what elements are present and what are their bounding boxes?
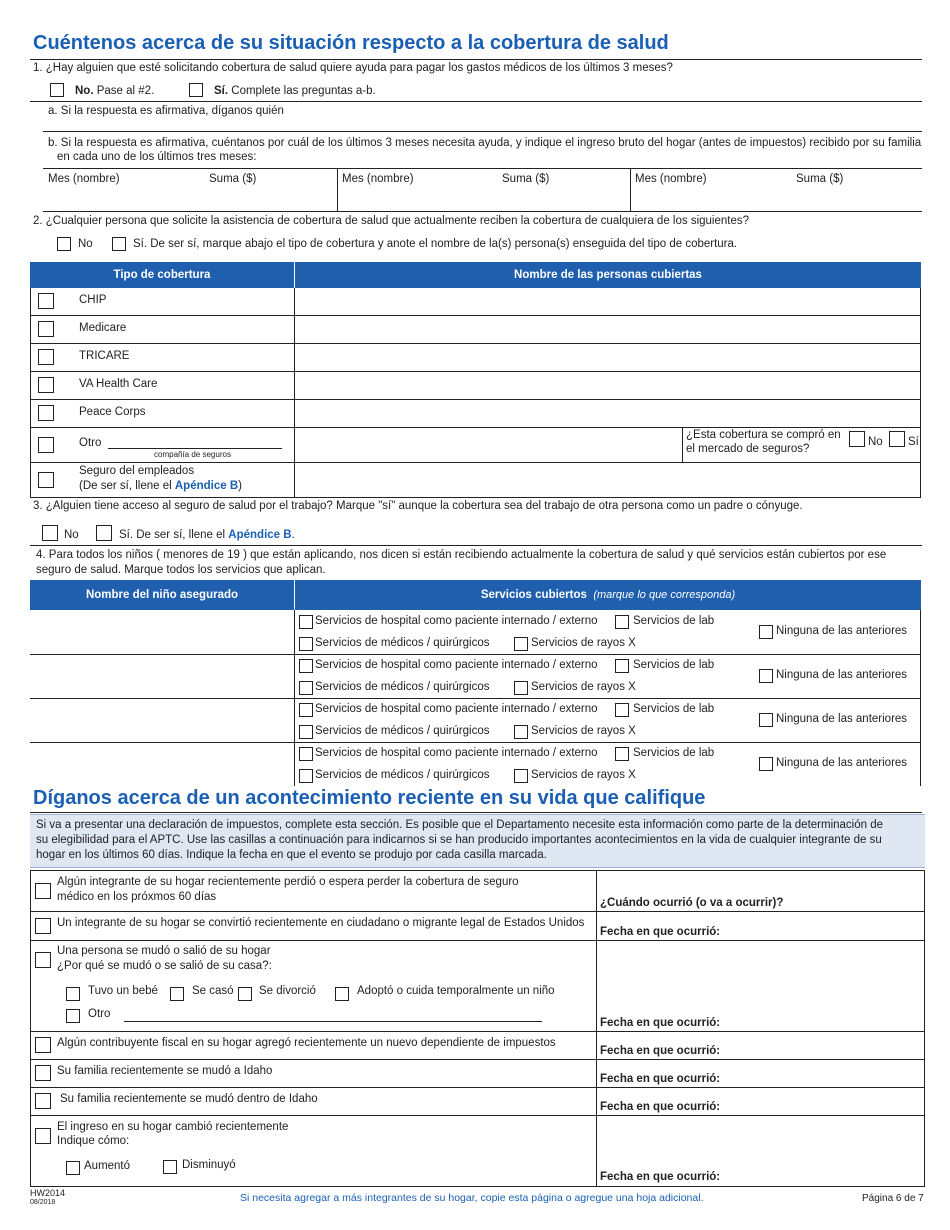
event-income-change-label-1: El ingreso en su hogar cambió recientemente [57, 1121, 289, 1133]
reason-married-checkbox[interactable] [170, 987, 184, 1001]
svc-xray-label: Servicios de rayos X [531, 769, 636, 781]
coverage-employer-label-2: (De ser sí, llene el Apéndice B) [79, 480, 242, 492]
reason-adopted-checkbox[interactable] [335, 987, 349, 1001]
q1-no-label: No. Pase al #2. [75, 85, 155, 97]
month-label-2[interactable]: Mes (nombre) [342, 173, 414, 185]
svc-lab-label: Servicios de lab [633, 703, 715, 715]
event-income-change-label-2: Indique cómo: [57, 1135, 130, 1147]
income-decreased-label: Disminuyó [182, 1159, 236, 1171]
event-moved-to-idaho-label: Su familia recientemente se mudó a Idaho [57, 1065, 273, 1077]
svc-lab-checkbox[interactable] [615, 659, 629, 673]
market-no-label: No [868, 436, 883, 448]
event-dependent-label: Algún contribuyente fiscal en su hogar agregó recientemente un nuevo dependiente de impuestos [57, 1037, 556, 1049]
income-increased-label: Aumentó [84, 1160, 131, 1172]
coverage-otro-checkbox[interactable] [38, 437, 54, 453]
svc-xray-label: Servicios de rayos X [531, 637, 636, 649]
covered-names-header: Nombre de las personas cubiertas [295, 262, 921, 288]
market-question-1: ¿Esta cobertura se compró en [686, 429, 841, 441]
svc-lab-label: Servicios de lab [633, 747, 715, 759]
coverage-medicare-checkbox[interactable] [38, 321, 54, 337]
reason-baby-checkbox[interactable] [66, 987, 80, 1001]
footer-note: Si necesita agregar a más integrantes de su hogar, copie esta página o agregue una hoja adicional. [240, 1192, 704, 1204]
svc-medical-label: Servicios de médicos / quirúrgicos [315, 637, 490, 649]
event-lost-coverage-label-1: Algún integrante de su hogar recientemente perdió o espera perder la cobertura de seguro [57, 876, 519, 888]
event-moved-out-label-1: Una persona se mudó o salió de su hogar [57, 945, 271, 957]
svc-lab-checkbox[interactable] [615, 703, 629, 717]
month-label-3[interactable]: Mes (nombre) [635, 173, 707, 185]
coverage-va-label: VA Health Care [79, 378, 158, 390]
svc-medical-label: Servicios de médicos / quirúrgicos [315, 681, 490, 693]
coverage-medicare-label: Medicare [79, 322, 127, 334]
event-dependent-date[interactable]: Fecha en que ocurrió: [600, 1045, 721, 1057]
svc-xray-label: Servicios de rayos X [531, 681, 636, 693]
reason-other-label: Otro [88, 1008, 111, 1020]
q2-yes-label: Sí. De ser sí, marque abajo el tipo de cobertura y anote el nombre de la(s) persona(s) enseguida del tipo de cobertura. [133, 238, 738, 250]
coverage-otro-label: Otro [79, 437, 102, 449]
market-yes-checkbox[interactable] [889, 431, 905, 447]
income-decreased-checkbox[interactable] [163, 1160, 177, 1174]
svc-lab-checkbox[interactable] [615, 615, 629, 629]
svc-hospital-checkbox[interactable] [299, 747, 313, 761]
section-title-life-event: Díganos acerca de un acontecimiento reciente en su vida que califique [33, 787, 706, 809]
event-dependent-checkbox[interactable] [35, 1037, 51, 1053]
coverage-tricare-checkbox[interactable] [38, 349, 54, 365]
form-id: HW2014 [30, 1188, 66, 1198]
form-date: 08/2018 [30, 1199, 56, 1206]
svc-none-label: Ninguna de las anteriores [776, 713, 908, 725]
event-moved-out-label-2: ¿Por qué se mudó o se salió de su casa?: [57, 960, 272, 972]
coverage-chip-checkbox[interactable] [38, 293, 54, 309]
svc-none-checkbox[interactable] [759, 757, 773, 771]
coverage-tricare-label: TRICARE [79, 350, 130, 362]
coverage-type-header: Tipo de cobertura [30, 262, 294, 288]
svc-none-label: Ninguna de las anteriores [776, 757, 908, 769]
svc-medical-label: Servicios de médicos / quirúrgicos [315, 769, 490, 781]
reason-married-label: Se casó [192, 985, 234, 997]
market-no-checkbox[interactable] [849, 431, 865, 447]
q1-no-checkbox[interactable] [50, 83, 64, 97]
svc-hospital-checkbox[interactable] [299, 703, 313, 717]
child-name-header: Nombre del niño asegurado [30, 580, 294, 610]
svc-hospital-label: Servicios de hospital como paciente internado / externo [315, 659, 598, 671]
svc-hospital-label: Servicios de hospital como paciente internado / externo [315, 615, 598, 627]
svc-medical-checkbox[interactable] [299, 725, 313, 739]
svc-lab-label: Servicios de lab [633, 659, 715, 671]
svc-none-checkbox[interactable] [759, 713, 773, 727]
reason-adopted-label: Adoptó o cuida temporalmente un niño [357, 985, 555, 997]
event-moved-out-date[interactable]: Fecha en que ocurrió: [600, 1017, 721, 1029]
svc-xray-checkbox[interactable] [514, 769, 528, 783]
svc-none-checkbox[interactable] [759, 625, 773, 639]
q1b-text-1: b. Si la respuesta es afirmativa, cuéntanos por cuál de los últimos 3 meses necesita ayuda, y indique el ingreso bruto del hogar (antes de impuestos) recibido por su familia [48, 137, 922, 149]
svc-hospital-checkbox[interactable] [299, 659, 313, 673]
svc-xray-label: Servicios de rayos X [531, 725, 636, 737]
coverage-peace-corps-label: Peace Corps [79, 406, 146, 418]
month-label-1[interactable]: Mes (nombre) [48, 173, 120, 185]
svc-lab-checkbox[interactable] [615, 747, 629, 761]
event-citizen-date[interactable]: Fecha en que ocurrió: [600, 926, 721, 938]
event-moved-within-idaho-label: Su familia recientemente se mudó dentro de Idaho [60, 1093, 318, 1105]
income-increased-checkbox[interactable] [66, 1161, 80, 1175]
intro-line-2: su elegibilidad para el APTC. Use las casillas a continuación para indicarnos si se han producido importantes acontecimientos en la vida de cualquier integrante de su [36, 834, 882, 846]
event-income-change-date[interactable]: Fecha en que ocurrió: [600, 1171, 721, 1183]
event-moved-within-idaho-date[interactable]: Fecha en que ocurrió: [600, 1101, 721, 1113]
q2-no-label: No [78, 238, 93, 250]
divider [30, 59, 922, 60]
event-citizen-checkbox[interactable] [35, 918, 51, 934]
coverage-employer-checkbox[interactable] [38, 472, 54, 488]
svc-lab-label: Servicios de lab [633, 615, 715, 627]
svc-none-checkbox[interactable] [759, 669, 773, 683]
svc-xray-checkbox[interactable] [514, 681, 528, 695]
q3-no-checkbox[interactable] [42, 525, 58, 541]
services-header: Servicios cubiertos (marque lo que corresponda) [295, 580, 921, 610]
q2-yes-checkbox[interactable] [112, 237, 126, 251]
event-lost-coverage-label-2: médico en los próxmos 60 días [57, 891, 217, 903]
otro-insurer-line[interactable] [108, 448, 282, 449]
svc-hospital-label: Servicios de hospital como paciente internado / externo [315, 747, 598, 759]
event-moved-to-idaho-date[interactable]: Fecha en que ocurrió: [600, 1073, 721, 1085]
reason-divorced-checkbox[interactable] [238, 987, 252, 1001]
reason-divorced-label: Se divorció [259, 985, 316, 997]
event-moved-to-idaho-checkbox[interactable] [35, 1065, 51, 1081]
market-yes-label: Sí [908, 436, 919, 448]
intro-line-1: Si va a presentar una declaración de impuestos, complete esta sección. Es posible que el Departamento necesite esta información como parte de la determinación de [36, 819, 884, 831]
coverage-va-checkbox[interactable] [38, 377, 54, 393]
coverage-employer-label-1: Seguro del empleados [79, 465, 195, 477]
event-lost-coverage-date[interactable]: ¿Cuándo ocurrió (o va a ocurrir)? [600, 897, 784, 909]
q1b-text-2: en cada uno de los últimos tres meses: [57, 151, 257, 163]
intro-line-3: hogar en los últimos 60 días. Indique la fecha en que el evento se produjo por cada casilla marcada. [36, 849, 547, 861]
svc-medical-checkbox[interactable] [299, 637, 313, 651]
svc-medical-label: Servicios de médicos / quirúrgicos [315, 725, 490, 737]
coverage-peace-corps-checkbox[interactable] [38, 405, 54, 421]
svc-none-label: Ninguna de las anteriores [776, 625, 908, 637]
reason-other-checkbox[interactable] [66, 1009, 80, 1023]
event-lost-coverage-checkbox[interactable] [35, 883, 51, 899]
svc-xray-checkbox[interactable] [514, 725, 528, 739]
q4-text-2: seguro de salud. Marque todos los servicios que aplican. [36, 564, 326, 576]
svc-hospital-label: Servicios de hospital como paciente internado / externo [315, 703, 598, 715]
event-citizen-label: Un integrante de su hogar se convirtió recientemente en ciudadano o migrante legal de Estados Unidos [57, 917, 585, 929]
market-question-2: el mercado de seguros? [686, 443, 810, 455]
q1-yes-label: Sí. Complete las preguntas a-b. [214, 85, 376, 97]
sum-label-3[interactable]: Suma ($) [796, 173, 844, 185]
page-number: Página 6 de 7 [862, 1193, 924, 1204]
appendix-b-link[interactable]: Apéndice B [228, 529, 292, 541]
q1-yes-checkbox[interactable] [189, 83, 203, 97]
event-income-change-checkbox[interactable] [35, 1128, 51, 1144]
reason-baby-label: Tuvo un bebé [88, 985, 158, 997]
svc-medical-checkbox[interactable] [299, 681, 313, 695]
svc-xray-checkbox[interactable] [514, 637, 528, 651]
appendix-b-link[interactable]: Apéndice B [174, 480, 239, 492]
section-title-coverage: Cuéntenos acerca de su situación respecto a la cobertura de salud [33, 32, 669, 54]
svc-none-label: Ninguna de las anteriores [776, 669, 908, 681]
q1-text: 1. ¿Hay alguien que esté solicitando cobertura de salud quiere ayuda para pagar los gastos médicos de los últimos 3 meses? [33, 62, 673, 74]
sum-label-2[interactable]: Suma ($) [502, 173, 550, 185]
month-sum-grid [43, 168, 922, 212]
q3-yes-label: Sí. De ser sí, llene el Apéndice B. [119, 529, 295, 541]
q3-yes-checkbox[interactable] [96, 525, 112, 541]
svc-medical-checkbox[interactable] [299, 769, 313, 783]
q2-text: 2. ¿Cualquier persona que solicite la asistencia de cobertura de salud que actualmente reciben la cobertura de cualquiera de los siguientes? [33, 215, 749, 227]
event-moved-within-idaho-checkbox[interactable] [35, 1093, 51, 1109]
event-moved-out-checkbox[interactable] [35, 952, 51, 968]
coverage-chip-label: CHIP [79, 294, 107, 306]
q1a-text: a. Si la respuesta es afirmativa, díganos quién [48, 105, 284, 117]
q3-text: 3. ¿Alguien tiene acceso al seguro de salud por el trabajo? Marque "sí" aunque la cobertura sea del trabajo de otra persona como un padre o cónyuge. [33, 500, 803, 512]
svc-hospital-checkbox[interactable] [299, 615, 313, 629]
q4-text-1: 4. Para todos los niños ( menores de 19 ) que están aplicando, nos dicen si están recibiendo actualmente la cobertura de salud y qué servicios están cubiertos por ese [36, 549, 887, 561]
q2-no-checkbox[interactable] [57, 237, 71, 251]
reason-other-line[interactable] [124, 1021, 542, 1022]
otro-insurer-caption: compañía de seguros [154, 450, 231, 459]
q3-no-label: No [64, 529, 79, 541]
sum-label-1[interactable]: Suma ($) [209, 173, 257, 185]
